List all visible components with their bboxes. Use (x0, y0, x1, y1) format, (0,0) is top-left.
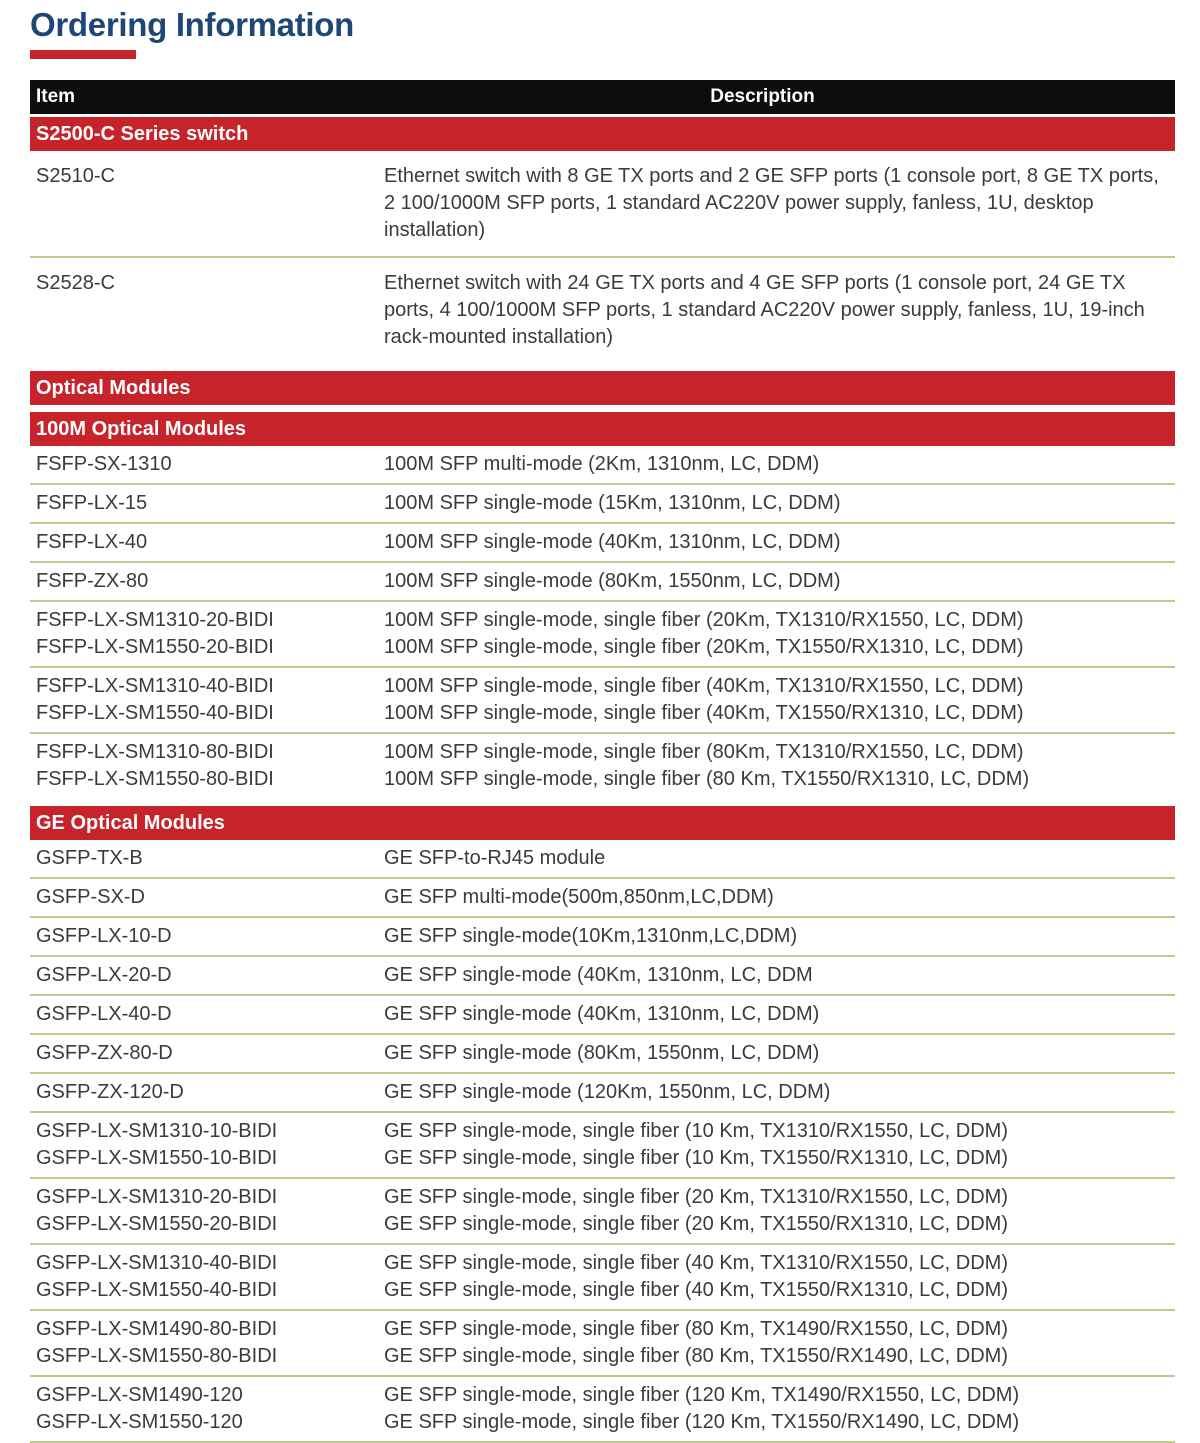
description-line: Ethernet switch with 24 GE TX ports and 4 GE SFP ports (1 console port, 24 GE TX ports, 4 100/1000M SFP ports, 1 standard AC220V power supply, fanless, 1U, 19-inch rack-mounted installation) (384, 272, 1145, 348)
item-cell (30, 1001, 384, 1028)
table-header-row (30, 80, 1175, 114)
description-cell (384, 1001, 1175, 1028)
description-line: 100M SFP single-mode, single fiber (80Km, TX1310/RX1550, LC, DDM) (384, 741, 1024, 763)
description-cell (384, 673, 1175, 727)
description-cell (384, 962, 1175, 989)
item-line: GSFP-LX-SM1490-120 (36, 1384, 243, 1406)
table-row (30, 524, 1175, 563)
item-line: GSFP-LX-SM1550-120 (36, 1411, 243, 1433)
description-cell (384, 163, 1175, 244)
description-line: GE SFP single-mode (40Km, 1310nm, LC, DDM) (384, 1003, 820, 1025)
item-line: FSFP-LX-SM1310-80-BIDI (36, 741, 274, 763)
item-cell (30, 739, 384, 793)
description-line: GE SFP multi-mode(500m,850nm,LC,DDM) (384, 886, 774, 908)
description-cell (384, 568, 1175, 595)
description-cell (384, 529, 1175, 556)
table-row (30, 446, 1175, 485)
description-cell (384, 739, 1175, 793)
section-header-bar (30, 806, 1175, 840)
description-line: GE SFP-to-RJ45 module (384, 847, 606, 869)
item-line: GSFP-LX-SM1490-80-BIDI (36, 1318, 278, 1340)
description-line: GE SFP single-mode, single fiber (40 Km, TX1550/RX1310, LC, DDM) (384, 1279, 1008, 1301)
description-line: Ethernet switch with 8 GE TX ports and 2 GE SFP ports (1 console port, 8 GE TX ports, 2 100/1000M SFP ports, 1 standard AC220V power supply, fanless, 1U, desktop installation) (384, 165, 1159, 241)
description-line: GE SFP single-mode (40Km, 1310nm, LC, DDM (384, 964, 813, 986)
table-row (30, 563, 1175, 602)
section-label: 100M Optical Modules (36, 417, 247, 440)
table-row (30, 1245, 1175, 1311)
item-cell (30, 163, 384, 190)
description-line: 100M SFP single-mode (80Km, 1550nm, LC, DDM) (384, 570, 841, 592)
item-line: FSFP-LX-40 (36, 531, 148, 553)
table-row (30, 1311, 1175, 1377)
item-line: GSFP-ZX-80-D (36, 1042, 173, 1064)
item-line: FSFP-ZX-80 (36, 570, 149, 592)
section-label: Optical Modules (36, 376, 191, 399)
description-line: GE SFP single-mode (80Km, 1550nm, LC, DDM) (384, 1042, 820, 1064)
description-cell (384, 1184, 1175, 1238)
item-line: FSFP-LX-SM1550-40-BIDI (36, 702, 274, 724)
description-line: GE SFP single-mode, single fiber (10 Km, TX1310/RX1550, LC, DDM) (384, 1120, 1008, 1142)
item-line: GSFP-LX-40-D (36, 1003, 172, 1025)
description-cell (384, 270, 1175, 351)
page (30, 0, 1175, 1443)
description-cell (384, 884, 1175, 911)
item-cell (30, 1040, 384, 1067)
table-row (30, 996, 1175, 1035)
description-line: GE SFP single-mode, single fiber (20 Km, TX1550/RX1310, LC, DDM) (384, 1213, 1008, 1235)
description-cell (384, 1316, 1175, 1370)
description-line: GE SFP single-mode, single fiber (80 Km, TX1490/RX1550, LC, DDM) (384, 1318, 1008, 1340)
item-line: GSFP-LX-SM1550-80-BIDI (36, 1345, 278, 1367)
item-cell (30, 607, 384, 661)
item-line: GSFP-ZX-120-D (36, 1081, 184, 1103)
section-header-bar (30, 412, 1175, 446)
table-row (30, 1035, 1175, 1074)
section-label: GE Optical Modules (36, 811, 225, 834)
item-cell (30, 673, 384, 727)
description-cell (384, 451, 1175, 478)
description-line: 100M SFP single-mode (15Km, 1310nm, LC, DDM) (384, 492, 841, 514)
item-line: GSFP-TX-B (36, 847, 143, 869)
description-line: GE SFP single-mode (120Km, 1550nm, LC, DDM) (384, 1081, 831, 1103)
item-line: FSFP-LX-SM1310-40-BIDI (36, 675, 274, 697)
item-column-header: Item (36, 86, 76, 107)
table-row (30, 734, 1175, 798)
table-row (30, 1074, 1175, 1113)
item-line: GSFP-LX-SM1310-10-BIDI (36, 1120, 278, 1142)
item-line: FSFP-LX-SM1550-20-BIDI (36, 636, 274, 658)
description-line: GE SFP single-mode(10Km,1310nm,LC,DDM) (384, 925, 798, 947)
item-line: GSFP-LX-SM1310-40-BIDI (36, 1252, 278, 1274)
description-line: 100M SFP multi-mode (2Km, 1310nm, LC, DDM) (384, 453, 820, 475)
description-column-header: Description (710, 86, 815, 107)
item-line: GSFP-SX-D (36, 886, 145, 908)
item-cell (30, 1118, 384, 1172)
description-cell (384, 490, 1175, 517)
item-cell (30, 529, 384, 556)
item-cell (30, 1079, 384, 1106)
item-cell (30, 490, 384, 517)
item-cell (30, 451, 384, 478)
item-line: S2510-C (36, 165, 115, 187)
section-header-bar (30, 117, 1175, 151)
item-line: GSFP-LX-10-D (36, 925, 172, 947)
item-line: FSFP-SX-1310 (36, 453, 172, 475)
table-row (30, 840, 1175, 879)
table-body (30, 117, 1175, 1443)
table-row (30, 485, 1175, 524)
item-cell (30, 1184, 384, 1238)
title-underline (30, 50, 136, 59)
item-line: FSFP-LX-SM1310-20-BIDI (36, 609, 274, 631)
description-cell (384, 1040, 1175, 1067)
table-row (30, 1113, 1175, 1179)
item-line: GSFP-LX-SM1550-10-BIDI (36, 1147, 278, 1169)
item-line: FSFP-LX-SM1550-80-BIDI (36, 768, 274, 790)
item-line: GSFP-LX-SM1550-40-BIDI (36, 1279, 278, 1301)
description-line: GE SFP single-mode, single fiber (120 Km, TX1550/RX1490, LC, DDM) (384, 1411, 1020, 1433)
description-cell (384, 1250, 1175, 1304)
table-row (30, 918, 1175, 957)
item-line: FSFP-LX-15 (36, 492, 148, 514)
description-cell (384, 1079, 1175, 1106)
item-cell (30, 962, 384, 989)
description-line: 100M SFP single-mode, single fiber (40Km, TX1310/RX1550, LC, DDM) (384, 675, 1024, 697)
description-line: 100M SFP single-mode, single fiber (80 Km, TX1550/RX1310, LC, DDM) (384, 768, 1030, 790)
item-cell (30, 1316, 384, 1370)
item-line: S2528-C (36, 272, 115, 294)
table-row (30, 602, 1175, 668)
description-cell (384, 923, 1175, 950)
item-line: GSFP-LX-SM1550-20-BIDI (36, 1213, 278, 1235)
table-row (30, 668, 1175, 734)
item-line: GSFP-LX-SM1310-20-BIDI (36, 1186, 278, 1208)
description-cell (384, 845, 1175, 872)
table-row (30, 151, 1175, 258)
description-line: GE SFP single-mode, single fiber (40 Km, TX1310/RX1550, LC, DDM) (384, 1252, 1008, 1274)
table-row (30, 1377, 1175, 1443)
ordering-table (30, 80, 1175, 1443)
description-cell (384, 1382, 1175, 1436)
description-line: 100M SFP single-mode, single fiber (40Km, TX1550/RX1310, LC, DDM) (384, 702, 1024, 724)
page-title: Ordering Information (30, 6, 355, 43)
item-cell (30, 1250, 384, 1304)
table-row (30, 258, 1175, 363)
description-line: GE SFP single-mode, single fiber (10 Km, TX1550/RX1310, LC, DDM) (384, 1147, 1008, 1169)
table-row (30, 957, 1175, 996)
description-line: 100M SFP single-mode, single fiber (20Km, TX1310/RX1550, LC, DDM) (384, 609, 1024, 631)
item-line: GSFP-LX-20-D (36, 964, 172, 986)
item-cell (30, 923, 384, 950)
item-cell (30, 568, 384, 595)
description-line: 100M SFP single-mode, single fiber (20Km, TX1550/RX1310, LC, DDM) (384, 636, 1024, 658)
table-row (30, 1179, 1175, 1245)
description-line: GE SFP single-mode, single fiber (20 Km, TX1310/RX1550, LC, DDM) (384, 1186, 1008, 1208)
item-cell (30, 884, 384, 911)
description-cell (384, 607, 1175, 661)
item-cell (30, 845, 384, 872)
section-header-bar (30, 371, 1175, 405)
description-line: GE SFP single-mode, single fiber (120 Km, TX1490/RX1550, LC, DDM) (384, 1384, 1020, 1406)
description-cell (384, 1118, 1175, 1172)
item-cell (30, 270, 384, 297)
description-line: GE SFP single-mode, single fiber (80 Km, TX1550/RX1490, LC, DDM) (384, 1345, 1008, 1367)
item-cell (30, 1382, 384, 1436)
section-label: S2500-C Series switch (36, 122, 249, 145)
table-row (30, 879, 1175, 918)
description-line: 100M SFP single-mode (40Km, 1310nm, LC, DDM) (384, 531, 841, 553)
